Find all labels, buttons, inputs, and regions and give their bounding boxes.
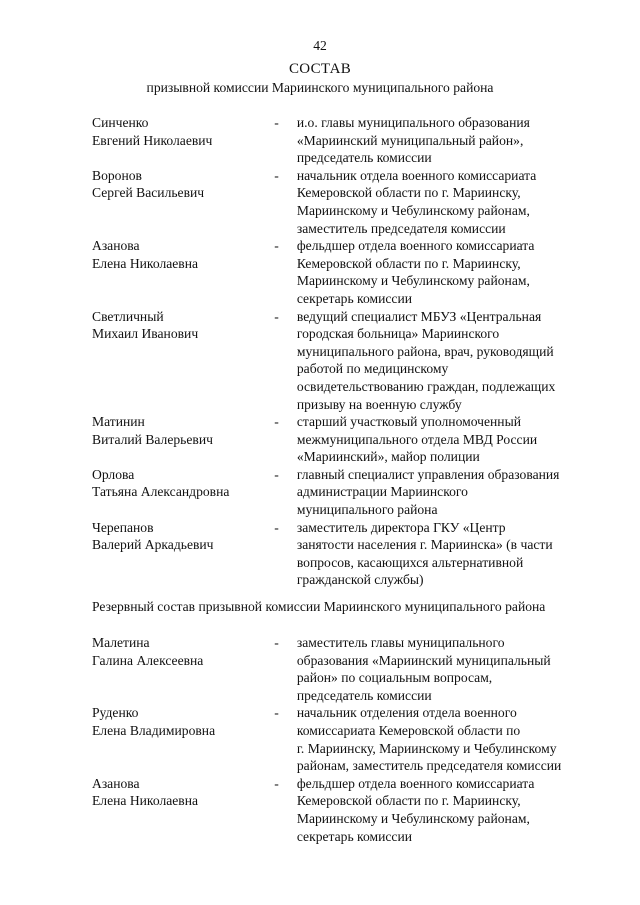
member-entry	[92, 308, 612, 414]
member-role-line: муниципального района, врач, руководящий	[296, 343, 554, 359]
member-role	[297, 704, 612, 774]
member-role-line: главный специалист управления образования	[296, 466, 560, 482]
member-role-line: заместитель председателя комиссии	[296, 220, 506, 236]
member-role-line: фельдшер отдела военного комиссариата	[296, 238, 535, 254]
member-role-line: фельдшер отдела военного комиссариата	[296, 775, 535, 791]
member-name	[92, 704, 274, 774]
member-role-line: и.о. главы муниципального образования	[296, 115, 530, 130]
member-role-line: администрации Мариинского	[296, 484, 468, 500]
member-role	[297, 519, 612, 589]
member-name	[92, 237, 274, 307]
member-entry	[92, 237, 612, 307]
member-name	[92, 634, 274, 704]
member-role-line: муниципального района	[296, 502, 438, 518]
member-entry	[92, 634, 612, 704]
member-role-line: секретарь комиссии	[296, 290, 413, 306]
member-dash: -	[274, 308, 279, 324]
member-role-line: заместитель директора ГКУ «Центр	[296, 519, 506, 535]
member-entry	[92, 519, 612, 589]
member-role-line: Кемеровской области по г. Мариинску,	[296, 255, 521, 271]
member-role	[297, 308, 612, 414]
member-given-names: Евгений Николаевич	[92, 132, 213, 148]
member-role	[297, 466, 612, 519]
member-role-line: председатель комиссии	[296, 687, 432, 703]
member-surname: Черепанов	[92, 519, 154, 535]
member-role-line: городская больница» Мариинского	[296, 326, 500, 342]
member-given-names: Елена Николаевна	[92, 255, 199, 271]
member-entry	[92, 775, 612, 845]
member-dash: -	[274, 519, 279, 535]
member-role-line: ведущий специалист МБУЗ «Центральная	[296, 308, 542, 324]
member-given-names: Виталий Валерьевич	[92, 431, 213, 447]
member-given-names: Валерий Аркадьевич	[92, 537, 214, 553]
member-dash: -	[274, 167, 279, 183]
member-dash: -	[274, 705, 279, 721]
member-role-line: вопросов, касающихся альтернативной	[296, 554, 524, 570]
member-entry	[92, 114, 612, 167]
page-number: 42	[313, 38, 327, 53]
member-role-line: межмуниципального отдела МВД России	[296, 431, 538, 447]
member-role-line: секретарь комиссии	[296, 828, 413, 844]
reserve-heading: Резервный состав призывной комиссии Мариинского муниципального района	[92, 599, 546, 614]
member-role	[297, 413, 612, 466]
member-given-names: Сергей Васильевич	[92, 185, 205, 201]
member-given-names: Елена Николаевна	[92, 793, 199, 809]
member-name	[92, 167, 274, 237]
member-entry	[92, 413, 612, 466]
member-name	[92, 519, 274, 589]
member-surname: Светличный	[92, 308, 164, 324]
commission-members	[92, 114, 612, 589]
member-role	[297, 775, 612, 845]
member-role-line: район» по социальным вопросам,	[296, 670, 493, 686]
member-dash: -	[274, 414, 279, 430]
member-given-names: Михаил Иванович	[92, 326, 199, 342]
member-surname: Синченко	[92, 115, 149, 130]
member-role-line: г. Мариинску, Мариинскому и Чебулинскому	[296, 740, 557, 756]
member-surname: Орлова	[92, 466, 135, 482]
member-role-line: освидетельствованию граждан, подлежащих	[296, 378, 556, 394]
member-surname: Воронов	[92, 167, 142, 183]
member-role-line: «Мариинский», майор полиции	[296, 449, 480, 465]
member-name	[92, 413, 274, 466]
member-role-line: Кемеровской области по г. Мариинску,	[296, 793, 521, 809]
member-entry	[92, 466, 612, 519]
member-entry	[92, 167, 612, 237]
member-name	[92, 308, 274, 414]
member-role-line: работой по медицинскому	[296, 361, 449, 377]
member-dash: -	[274, 635, 279, 650]
member-surname: Малетина	[92, 635, 150, 650]
member-role-line: Мариинскому и Чебулинскому районам,	[296, 202, 530, 218]
reserve-members	[92, 634, 612, 845]
document-subtitle: призывной комиссии Мариинского муниципального района	[146, 80, 494, 95]
member-given-names: Галина Алексеевна	[92, 652, 204, 668]
member-surname: Матинин	[92, 414, 145, 430]
member-role-line: старший участковый уполномоченный	[296, 414, 521, 430]
member-dash: -	[274, 775, 279, 791]
member-entry	[92, 704, 612, 774]
member-role-line: начальник отделения отдела военного	[296, 705, 517, 721]
member-name	[92, 775, 274, 845]
member-role	[297, 634, 612, 704]
member-role-line: гражданской службы)	[296, 572, 424, 588]
member-role-line: Кемеровской области по г. Мариинску,	[296, 185, 521, 201]
member-role-line: образования «Мариинский муниципальный	[296, 652, 551, 668]
member-surname: Азанова	[92, 775, 140, 791]
document-title: СОСТАВ	[288, 61, 352, 77]
member-role-line: занятости населения г. Мариинска» (в части	[296, 537, 553, 553]
member-role	[297, 167, 612, 237]
member-name	[92, 466, 274, 519]
member-surname: Руденко	[92, 705, 139, 721]
member-given-names: Елена Владимировна	[92, 722, 216, 738]
member-given-names: Татьяна Александровна	[92, 484, 230, 500]
member-role-line: председатель комиссии	[296, 150, 432, 166]
member-role-line: Мариинскому и Чебулинскому районам,	[296, 273, 530, 289]
member-surname: Азанова	[92, 238, 140, 254]
member-role-line: начальник отдела военного комиссариата	[296, 167, 537, 183]
member-dash: -	[274, 115, 279, 130]
member-role-line: районам, заместитель председателя комиссии	[296, 758, 562, 774]
member-role-line: заместитель главы муниципального	[296, 635, 505, 650]
member-name	[92, 114, 274, 167]
member-role	[297, 237, 612, 307]
member-role-line: «Мариинский муниципальный район»,	[296, 132, 524, 148]
member-dash: -	[274, 238, 279, 254]
member-role-line: призыву на военную службу	[296, 396, 462, 412]
member-role	[297, 114, 612, 167]
member-role-line: комиссариата Кемеровской области по	[296, 722, 521, 738]
member-role-line: Мариинскому и Чебулинскому районам,	[296, 810, 530, 826]
member-dash: -	[274, 466, 279, 482]
